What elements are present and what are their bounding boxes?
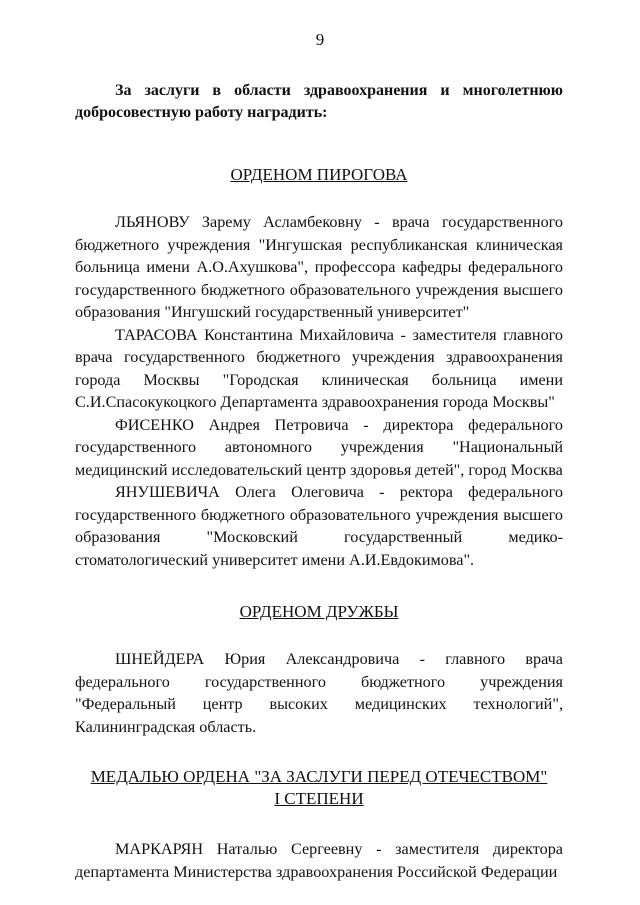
awardee-paragraph [75,648,563,738]
awardee-paragraph [75,838,563,883]
document-body [75,80,563,883]
awardee-details: Константина Михайловича - заместителя главного врача государственного бюджетного учреждения здравоохранения города Москвы "Городская клиническая больница имени С.И.Спасокукоцкого Департамента здравоохранения города Москвы" [75,325,563,411]
awardee-surname: ТАРАСОВА [115,325,198,344]
order-heading-line: МЕДАЛЬЮ ОРДЕНА "ЗА ЗАСЛУГИ ПЕРЕД ОТЕЧЕСТВОМ" [90,767,548,786]
awardee-surname: ЛЬЯНОВУ [115,213,190,231]
awardee-paragraph [75,211,563,324]
award-intro: За заслуги в области здравоохранения и многолетнюю добросовестную работу наградить: [75,82,563,121]
order-heading-merit-medal [75,766,563,810]
awardee-details: Андрея Петровича - директора федерального государственного автономного учреждения "Национальный медицинский исследовательский центр здоровья детей", город Москва [75,415,563,479]
awardee-paragraph [75,324,563,414]
awardee-details: Зарему Асламбековну - врача государственного бюджетного учреждения "Ингушская республиканская клиническая больница имени А.О.Ахушкова", профессора кафедры федерального государственного бюджетного образовательного учреждения высшего образования "Ингушский государственный университет" [75,213,563,321]
awardee-surname: ФИСЕНКО [115,415,194,434]
order-heading-degree: I СТЕПЕНИ [274,789,364,808]
awardee-paragraph [75,414,563,482]
page-number: 9 [315,30,325,49]
order-heading-friendship: ОРДЕНОМ ДРУЖБЫ [239,602,399,621]
awardee-details: Олега Олеговича - ректора федерального государственного бюджетного образовательного учреждения высшего образования "Московский государственный медико-стоматологический университет имени А.И.Евдокимова". [75,483,563,569]
awardee-paragraph [75,481,563,571]
awardee-details: Юрия Александровича - главного врача федерального государственного бюджетного учреждения "Федеральный центр высоких медицинских технологий", Калининградская область. [75,650,563,736]
awardee-surname: ШНЕЙДЕРА [115,650,205,668]
awardee-surname: ЯНУШЕВИЧА [115,483,220,501]
awardee-surname: МАРКАРЯН [115,840,204,858]
awardee-details: Наталью Сергеевну - заместителя директора департамента Министерства здравоохранения Российской Федерации [75,840,563,881]
order-heading-pirogov: ОРДЕНОМ ПИРОГОВА [230,165,408,184]
